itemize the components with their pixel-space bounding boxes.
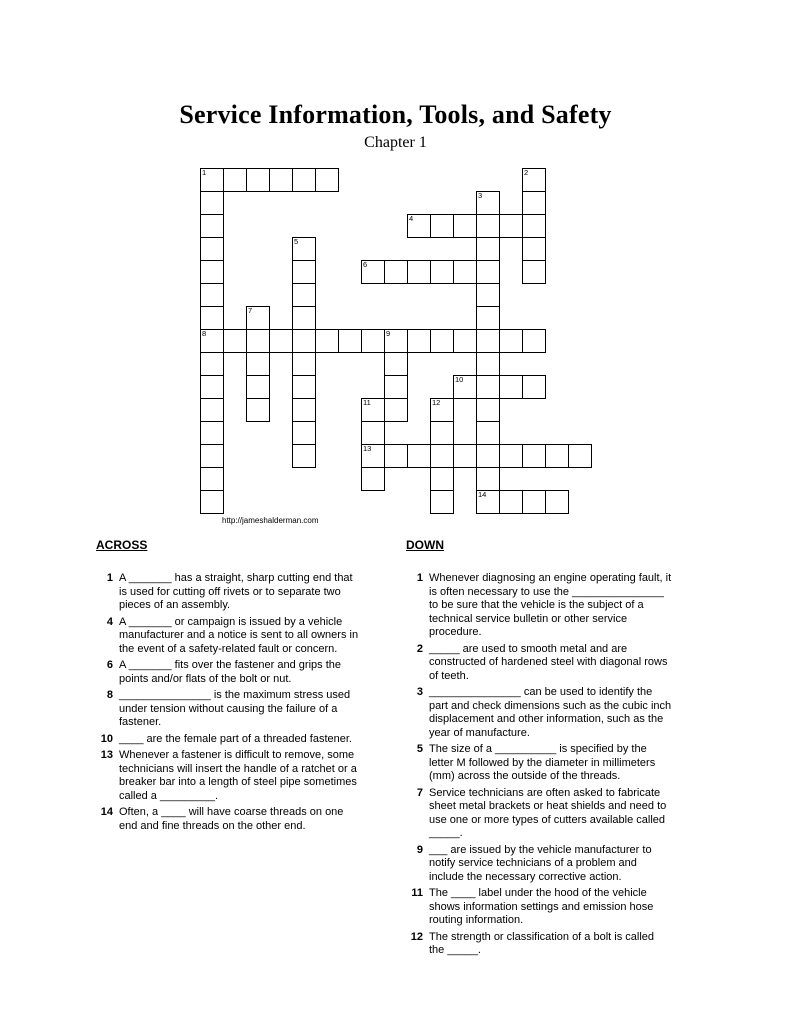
grid-cell[interactable] (476, 398, 500, 422)
grid-cell[interactable] (292, 444, 316, 468)
grid-cell-number: 9 (386, 329, 391, 338)
clue-text: The strength or classification of a bolt is called the _____. (429, 930, 655, 956)
grid-cell[interactable] (476, 306, 500, 330)
grid-cell[interactable] (292, 352, 316, 376)
clue-number: 8 (106, 689, 113, 701)
clue-item (96, 572, 362, 613)
grid-cell[interactable] (453, 214, 477, 238)
clue-item (406, 572, 672, 640)
grid-cell[interactable] (430, 421, 454, 445)
grid-cell[interactable] (223, 168, 247, 192)
grid-cell[interactable] (430, 260, 454, 284)
clue-text: Whenever a fastener is difficult to remove, some technicians will insert the handle of a ratchet or a breaker bar into a length of steel pipe sometimes called a _________. (119, 749, 357, 802)
grid-cell[interactable] (430, 467, 454, 491)
grid-cell[interactable] (200, 283, 224, 307)
grid-cell[interactable] (315, 168, 339, 192)
clue-item (406, 887, 672, 928)
grid-cell[interactable] (407, 444, 431, 468)
crossword-grid (200, 168, 592, 514)
grid-cell[interactable] (453, 444, 477, 468)
grid-cell[interactable] (407, 329, 431, 353)
grid-cell-number: 7 (248, 306, 253, 315)
clue-number: 12 (410, 930, 423, 943)
grid-cell[interactable] (499, 214, 523, 238)
grid-cell[interactable] (200, 375, 224, 399)
clue-text: ___ are issued by the vehicle manufacturer to notify service technicians of a problem and include the necessary corrective action. (429, 843, 652, 883)
clue-text: The size of a __________ is specified by the letter M followed by the diameter in millimeters (mm) across the outside of the threads. (429, 743, 656, 782)
clue-item (96, 659, 362, 686)
grid-cell[interactable] (476, 421, 500, 445)
grid-cell-number: 12 (432, 398, 441, 407)
grid-cell-number: 6 (363, 260, 368, 269)
grid-cell[interactable] (545, 444, 569, 468)
grid-cell-number: 2 (524, 168, 529, 177)
grid-cell[interactable] (476, 375, 500, 399)
clue-text: Whenever diagnosing an engine operating fault, it is often necessary to use the _______________ to be sure that the vehicle is the subject of a technical service bulletin or other service procedure. (429, 572, 672, 638)
grid-cell[interactable] (476, 444, 500, 468)
grid-cell[interactable] (522, 237, 546, 261)
grid-cell[interactable] (200, 260, 224, 284)
grid-cell[interactable] (522, 490, 546, 514)
clue-number: 3 (416, 686, 423, 698)
clue-text: _____ are used to smooth metal and are constructed of hardened steel with diagonal rows of teeth. (429, 642, 668, 682)
clue-item (96, 616, 362, 657)
clue-item (96, 733, 362, 747)
clue-text: ____ are the female part of a threaded fastener. (119, 732, 352, 745)
grid-cell[interactable] (476, 283, 500, 307)
clue-text: A _______ or campaign is issued by a vehicle manufacturer and a notice is sent to all owners in the event of a safety-related fault or concern. (119, 615, 359, 655)
clue-number: 13 (100, 749, 113, 761)
grid-cell[interactable] (269, 329, 293, 353)
clue-number: 9 (416, 843, 423, 856)
grid-cell[interactable] (292, 375, 316, 399)
grid-cell[interactable] (476, 352, 500, 376)
clue-item (406, 844, 672, 885)
grid-cell-number: 11 (363, 398, 371, 407)
grid-cell[interactable] (384, 375, 408, 399)
grid-cell[interactable] (246, 329, 270, 353)
grid-cell-number: 4 (409, 214, 414, 223)
grid-cell[interactable] (430, 214, 454, 238)
clue-item (406, 743, 672, 784)
grid-cell[interactable] (522, 191, 546, 215)
grid-cell[interactable] (384, 260, 408, 284)
grid-cell[interactable] (361, 421, 385, 445)
grid-cell[interactable] (292, 306, 316, 330)
grid-cell[interactable] (292, 329, 316, 353)
clue-text: Service technicians are often asked to fabricate sheet metal brackets or heat shields and need to use one or more types of cutters available called _____. (429, 786, 667, 839)
grid-cell-number: 3 (478, 191, 483, 200)
grid-cell[interactable] (292, 168, 316, 192)
grid-cell[interactable] (200, 398, 224, 422)
clue-number: 4 (106, 615, 113, 628)
grid-cell[interactable] (223, 329, 247, 353)
down-heading: DOWN (406, 538, 444, 552)
grid-cell-number: 8 (202, 329, 207, 338)
clue-number: 5 (416, 743, 423, 755)
grid-cell[interactable] (269, 168, 293, 192)
grid-cell[interactable] (200, 214, 224, 238)
grid-cell[interactable] (545, 490, 569, 514)
grid-cell[interactable] (315, 329, 339, 353)
grid-cell[interactable] (200, 490, 224, 514)
grid-cell[interactable] (430, 490, 454, 514)
grid-cell[interactable] (522, 214, 546, 238)
grid-cell-number: 10 (455, 375, 464, 384)
grid-cell[interactable] (453, 260, 477, 284)
grid-cell[interactable] (476, 467, 500, 491)
clue-number: 10 (100, 732, 113, 745)
grid-cell[interactable] (522, 260, 546, 284)
grid-cell[interactable] (200, 421, 224, 445)
clue-text: Often, a ____ will have coarse threads on one end and fine threads on the other end. (119, 806, 344, 832)
clue-number: 1 (416, 572, 423, 584)
across-clue-list (96, 572, 362, 833)
clue-text: _______________ is the maximum stress used under tension without causing the failure of a fastener. (119, 689, 351, 728)
across-heading: ACROSS (96, 538, 148, 552)
grid-cell[interactable] (200, 306, 224, 330)
across-section (96, 538, 362, 836)
clue-item (406, 787, 672, 841)
clue-number: 6 (106, 659, 113, 671)
grid-cell[interactable] (200, 352, 224, 376)
grid-cell[interactable] (361, 329, 385, 353)
grid-cell[interactable] (476, 237, 500, 261)
grid-cell-number: 5 (294, 237, 299, 246)
grid-cell[interactable] (453, 329, 477, 353)
grid-cell[interactable] (292, 398, 316, 422)
clue-item (96, 689, 362, 730)
clue-item (96, 806, 362, 833)
grid-cell[interactable] (407, 260, 431, 284)
down-clue-list (406, 572, 672, 958)
clue-item (406, 643, 672, 684)
clue-number: 1 (106, 572, 113, 584)
grid-cell-number: 14 (478, 490, 487, 499)
chapter-subtitle: Chapter 1 (364, 134, 427, 151)
grid-cell[interactable] (476, 260, 500, 284)
grid-cell[interactable] (292, 421, 316, 445)
grid-cell[interactable] (430, 444, 454, 468)
grid-cell-number: 13 (363, 444, 372, 453)
grid-cell[interactable] (384, 398, 408, 422)
grid-cell-number: 1 (202, 168, 207, 177)
grid-cell[interactable] (476, 329, 500, 353)
clue-item (96, 749, 362, 803)
page-title: Service Information, Tools, and Safety (179, 100, 612, 129)
grid-cell[interactable] (499, 375, 523, 399)
grid-cell[interactable] (499, 444, 523, 468)
grid-cell[interactable] (476, 214, 500, 238)
grid-cell[interactable] (499, 490, 523, 514)
grid-cell[interactable] (246, 168, 270, 192)
source-url-text: http://jameshalderman.com (222, 516, 319, 525)
grid-cell[interactable] (384, 352, 408, 376)
clue-item (406, 686, 672, 740)
grid-cell[interactable] (522, 444, 546, 468)
clue-number: 2 (416, 642, 423, 655)
grid-cell[interactable] (430, 329, 454, 353)
clue-text: A _______ has a straight, sharp cutting end that is used for cutting off rivets or to separate two pieces of an assembly. (119, 572, 353, 611)
grid-cell[interactable] (246, 375, 270, 399)
grid-cell[interactable] (568, 444, 592, 468)
grid-cell[interactable] (246, 398, 270, 422)
clue-item (406, 931, 672, 958)
grid-cell[interactable] (338, 329, 362, 353)
grid-cell[interactable] (200, 467, 224, 491)
grid-cell[interactable] (200, 444, 224, 468)
grid-cell[interactable] (292, 260, 316, 284)
grid-cell[interactable] (499, 329, 523, 353)
grid-cell[interactable] (246, 352, 270, 376)
clue-number: 7 (416, 786, 423, 799)
grid-cell[interactable] (384, 444, 408, 468)
clue-text: A _______ fits over the fastener and grips the points and/or flats of the bolt or nut. (119, 659, 341, 685)
clue-text: _______________ can be used to identify the part and check dimensions such as the cubic inch displacement and other information, such as the year of manufacture. (429, 686, 672, 739)
grid-cell[interactable] (200, 191, 224, 215)
grid-cell[interactable] (292, 283, 316, 307)
down-section (406, 538, 672, 961)
clue-text: The ____ label under the hood of the vehicle shows information settings and emission hose routing information. (429, 887, 654, 926)
grid-cell[interactable] (200, 237, 224, 261)
grid-cell[interactable] (522, 375, 546, 399)
grid-cell[interactable] (361, 467, 385, 491)
clue-number: 14 (100, 806, 113, 818)
clue-number: 11 (411, 887, 423, 899)
grid-cell[interactable] (522, 329, 546, 353)
